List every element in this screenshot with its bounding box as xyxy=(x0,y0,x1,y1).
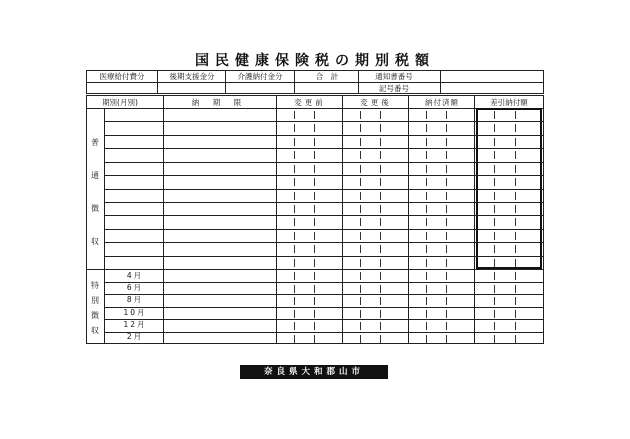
digit-separator-tick xyxy=(360,192,361,200)
digit-separator-tick xyxy=(380,124,381,132)
digit-separator-tick xyxy=(426,245,427,253)
digit-separator-tick xyxy=(446,259,447,267)
digit-separator-tick xyxy=(314,178,315,186)
digit-separator-tick xyxy=(446,192,447,200)
digit-separator-tick xyxy=(360,335,361,343)
digit-separator-tick xyxy=(294,272,295,280)
digit-separator-tick xyxy=(294,297,295,305)
digit-separator-tick xyxy=(426,259,427,267)
digit-separator-tick xyxy=(515,138,516,146)
digit-separator-tick xyxy=(494,297,495,305)
table-row-line xyxy=(104,135,544,136)
digit-separator-tick xyxy=(494,218,495,226)
table-row-line xyxy=(104,242,544,243)
digit-separator-tick xyxy=(360,165,361,173)
digit-separator-tick xyxy=(494,310,495,318)
table-row-line xyxy=(104,332,544,333)
digit-separator-tick xyxy=(426,124,427,132)
table-row-line xyxy=(104,307,544,308)
digit-separator-tick xyxy=(294,165,295,173)
digit-separator-tick xyxy=(515,232,516,240)
digit-separator-tick xyxy=(515,151,516,159)
digit-separator-tick xyxy=(360,245,361,253)
digit-separator-tick xyxy=(515,272,516,280)
digit-separator-tick xyxy=(446,151,447,159)
digit-separator-tick xyxy=(314,111,315,119)
digit-separator-tick xyxy=(380,151,381,159)
digit-separator-tick xyxy=(380,335,381,343)
digit-separator-tick xyxy=(314,151,315,159)
digit-separator-tick xyxy=(515,192,516,200)
digit-separator-tick xyxy=(380,205,381,213)
digit-separator-tick xyxy=(446,178,447,186)
digit-separator-tick xyxy=(515,218,516,226)
month-oct: 10月 xyxy=(123,308,147,317)
header-divider xyxy=(358,70,359,94)
digit-separator-tick xyxy=(360,322,361,330)
table-row-line xyxy=(104,175,544,176)
digit-separator-tick xyxy=(360,151,361,159)
digit-separator-tick xyxy=(314,335,315,343)
digit-separator-tick xyxy=(294,335,295,343)
digit-separator-tick xyxy=(360,111,361,119)
digit-separator-tick xyxy=(494,151,495,159)
col-before-change: 変更前 xyxy=(294,98,326,107)
digit-separator-tick xyxy=(515,205,516,213)
digit-separator-tick xyxy=(494,285,495,293)
digit-separator-tick xyxy=(426,138,427,146)
header-divider xyxy=(157,70,158,82)
medical-label: 医療給付費分 xyxy=(99,72,145,81)
digit-separator-tick xyxy=(294,218,295,226)
ordinary-label-1: 普 xyxy=(91,138,99,147)
digit-separator-tick xyxy=(426,178,427,186)
digit-separator-tick xyxy=(494,192,495,200)
table-row-line xyxy=(104,215,544,216)
digit-separator-tick xyxy=(446,165,447,173)
month-apr: 4月 xyxy=(126,271,144,280)
digit-separator-tick xyxy=(314,297,315,305)
digit-separator-tick xyxy=(380,245,381,253)
digit-separator-tick xyxy=(515,245,516,253)
digit-separator-tick xyxy=(426,165,427,173)
digit-separator-tick xyxy=(360,272,361,280)
header-divider xyxy=(440,70,441,94)
digit-separator-tick xyxy=(360,178,361,186)
digit-separator-tick xyxy=(515,259,516,267)
special-label-3: 徴 xyxy=(91,311,99,320)
digit-separator-tick xyxy=(494,335,495,343)
digit-separator-tick xyxy=(494,322,495,330)
month-aug: 8月 xyxy=(126,295,144,304)
digit-separator-tick xyxy=(446,272,447,280)
digit-separator-tick xyxy=(446,245,447,253)
digit-separator-tick xyxy=(446,310,447,318)
digit-separator-tick xyxy=(314,138,315,146)
digit-separator-tick xyxy=(314,205,315,213)
digit-separator-tick xyxy=(426,310,427,318)
digit-separator-tick xyxy=(426,192,427,200)
digit-separator-tick xyxy=(494,259,495,267)
digit-separator-tick xyxy=(426,151,427,159)
digit-separator-tick xyxy=(360,124,361,132)
digit-separator-tick xyxy=(494,111,495,119)
special-label-4: 収 xyxy=(91,326,99,335)
digit-separator-tick xyxy=(380,285,381,293)
header-divider xyxy=(157,82,158,94)
digit-separator-tick xyxy=(380,138,381,146)
table-row-line xyxy=(104,294,544,295)
digit-separator-tick xyxy=(380,259,381,267)
month-dec: 12月 xyxy=(123,320,147,329)
digit-separator-tick xyxy=(380,297,381,305)
header-divider xyxy=(86,82,352,83)
digit-separator-tick xyxy=(426,205,427,213)
digit-separator-tick xyxy=(380,310,381,318)
digit-separator-tick xyxy=(294,245,295,253)
header-divider xyxy=(225,70,226,82)
digit-separator-tick xyxy=(314,285,315,293)
digit-separator-tick xyxy=(360,232,361,240)
digit-separator-tick xyxy=(380,272,381,280)
digit-separator-tick xyxy=(380,165,381,173)
digit-separator-tick xyxy=(294,259,295,267)
digit-separator-tick xyxy=(314,218,315,226)
digit-separator-tick xyxy=(294,151,295,159)
month-jun: 6月 xyxy=(126,283,144,292)
digit-separator-tick xyxy=(314,232,315,240)
digit-separator-tick xyxy=(314,322,315,330)
digit-separator-tick xyxy=(380,322,381,330)
digit-separator-tick xyxy=(294,322,295,330)
table-row-line xyxy=(104,202,544,203)
digit-separator-tick xyxy=(360,205,361,213)
digit-separator-tick xyxy=(294,178,295,186)
digit-separator-tick xyxy=(314,272,315,280)
digit-separator-tick xyxy=(426,232,427,240)
digit-separator-tick xyxy=(426,335,427,343)
digit-separator-tick xyxy=(426,285,427,293)
digit-separator-tick xyxy=(294,124,295,132)
digit-separator-tick xyxy=(294,138,295,146)
table-row-line xyxy=(104,121,544,122)
digit-separator-tick xyxy=(314,192,315,200)
notice-number-label: 通知書番号 xyxy=(375,72,413,81)
support-label: 後期支援金分 xyxy=(169,72,215,81)
digit-separator-tick xyxy=(426,218,427,226)
digit-separator-tick xyxy=(380,218,381,226)
digit-separator-tick xyxy=(494,165,495,173)
digit-separator-tick xyxy=(515,335,516,343)
digit-separator-tick xyxy=(314,310,315,318)
digit-separator-tick xyxy=(360,218,361,226)
digit-separator-tick xyxy=(294,205,295,213)
digit-separator-tick xyxy=(446,232,447,240)
digit-separator-tick xyxy=(446,218,447,226)
digit-separator-tick xyxy=(314,245,315,253)
digit-separator-tick xyxy=(515,322,516,330)
digit-separator-tick xyxy=(515,285,516,293)
special-label-2: 別 xyxy=(91,296,99,305)
digit-separator-tick xyxy=(494,178,495,186)
digit-separator-tick xyxy=(446,297,447,305)
table-row-line xyxy=(104,162,544,163)
digit-separator-tick xyxy=(515,310,516,318)
side-label-divider xyxy=(104,108,105,344)
table-row-line xyxy=(104,282,544,283)
digit-separator-tick xyxy=(294,285,295,293)
header-divider xyxy=(352,82,544,83)
header-divider xyxy=(225,82,226,94)
digit-separator-tick xyxy=(426,297,427,305)
digit-separator-tick xyxy=(380,192,381,200)
digit-separator-tick xyxy=(380,111,381,119)
digit-separator-tick xyxy=(515,111,516,119)
digit-separator-tick xyxy=(515,178,516,186)
digit-separator-tick xyxy=(360,138,361,146)
care-label: 介護納付金分 xyxy=(237,72,283,81)
digit-separator-tick xyxy=(446,124,447,132)
digit-separator-tick xyxy=(294,310,295,318)
month-feb: 2月 xyxy=(126,332,144,341)
digit-separator-tick xyxy=(360,285,361,293)
table-row-line xyxy=(104,229,544,230)
digit-separator-tick xyxy=(494,205,495,213)
col-paid-amount: 納付済額 xyxy=(425,98,459,107)
digit-separator-tick xyxy=(515,165,516,173)
ordinary-label-4: 収 xyxy=(91,237,99,246)
form-title: 国民健康保険税の期別税額 xyxy=(195,53,435,69)
col-period: 期別(月別) xyxy=(102,98,138,107)
digit-separator-tick xyxy=(360,259,361,267)
table-row-line xyxy=(104,319,544,320)
col-net-amount: 差引納付額 xyxy=(490,98,528,107)
digit-separator-tick xyxy=(446,111,447,119)
table-row-line xyxy=(104,189,544,190)
digit-separator-tick xyxy=(446,138,447,146)
digit-separator-tick xyxy=(446,285,447,293)
header-divider xyxy=(294,70,295,82)
col-due-date: 納 期 限 xyxy=(191,98,245,107)
digit-separator-tick xyxy=(360,310,361,318)
digit-separator-tick xyxy=(360,297,361,305)
digit-separator-tick xyxy=(380,232,381,240)
digit-separator-tick xyxy=(494,124,495,132)
total-label: 合 計 xyxy=(315,72,339,81)
ordinary-label-2: 通 xyxy=(91,171,99,180)
digit-separator-tick xyxy=(446,335,447,343)
symbol-number-label: 記号番号 xyxy=(379,84,409,93)
digit-separator-tick xyxy=(446,205,447,213)
issuer-city-label: 奈良県大和郡山市 xyxy=(240,365,388,379)
digit-separator-tick xyxy=(426,111,427,119)
header-divider xyxy=(294,82,295,94)
table-row-line xyxy=(104,256,544,257)
digit-separator-tick xyxy=(515,124,516,132)
digit-separator-tick xyxy=(294,232,295,240)
digit-separator-tick xyxy=(314,124,315,132)
digit-separator-tick xyxy=(446,322,447,330)
special-label-1: 特 xyxy=(91,281,99,290)
table-row-line xyxy=(104,148,544,149)
digit-separator-tick xyxy=(314,259,315,267)
col-after-change: 変更後 xyxy=(360,98,392,107)
digit-separator-tick xyxy=(380,178,381,186)
digit-separator-tick xyxy=(314,165,315,173)
digit-separator-tick xyxy=(294,111,295,119)
ordinary-label-3: 徴 xyxy=(91,204,99,213)
digit-separator-tick xyxy=(494,272,495,280)
digit-separator-tick xyxy=(426,322,427,330)
digit-separator-tick xyxy=(294,192,295,200)
digit-separator-tick xyxy=(426,272,427,280)
digit-separator-tick xyxy=(494,245,495,253)
digit-separator-tick xyxy=(515,297,516,305)
digit-separator-tick xyxy=(494,232,495,240)
digit-separator-tick xyxy=(494,138,495,146)
